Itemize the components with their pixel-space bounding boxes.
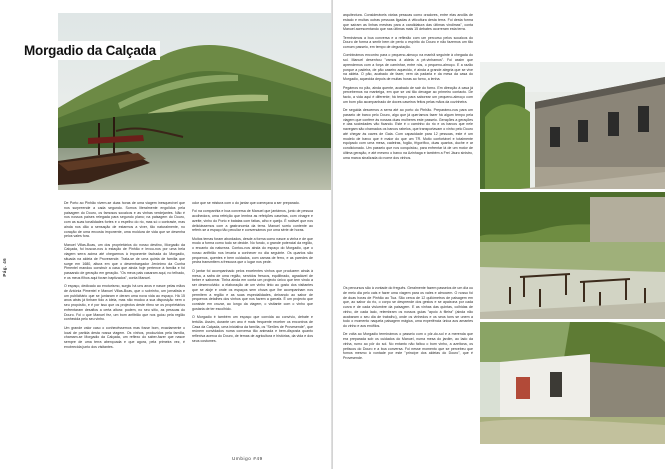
text-column-left-a — [64, 201, 185, 449]
text-column-left-b — [192, 201, 313, 449]
paragraph: Manuel Villas-Boas, um dos proprietários do nosso destino, Morgadio da Calçada, foi buscar-nos à estação de Pinhão e levou-nos por uma bela viagem serra acima até chegarmos à imponente fachada do Morgadio, situada na aldeia de Provesende. Trata-se de uma quinta de família que surge em 1680, altura em que o desembargador Jerónimo da Cunha Pimentel mandou construir a casa que ainda hoje pertence à família e foi passando de geração em geração. "Os meus pais casaram aqui, no telhado, e os meus filhos aqui foram baptizados", conta Manuel. — [64, 242, 185, 280]
paragraph: Combinámos encontro para o pequeno-almoço na manhã seguinte à chegada do sol. Manuel desenhou "vamos à aldeia a pé-vinhamos". Foi assim que aprendemos com a força de caminhar, entre nós, o pequeno-almoço. E a razão porque a padeira, de pão caseiro aquecido, é ainda a grande alegria que se vive na aldeia. O pão, acabado de fazer, vem da padaria e da mesa da casa do Morgadio, aquecida depois de muitas horas ao forno, a lenha. — [343, 53, 473, 82]
paragraph: Pegámos no pão, ainda quente, acabado de sair do forno. Em direcção à casa já percebemos na manteiga, em que se vai tão devagar ao primeiro contacto. De facto, a vida aqui é diferente; há tempo para saborear um pequeno-almoço com um bom pão acompanhado de doces caseiros feitos pelas mãos da cozinheira. — [343, 85, 473, 104]
paragraph: De volta ao Morgadio terminámos o passeio com o pôr-do-sol e a merenda que era preparada sob os cuidados do Manuel, numa mesa do jardim, ao lado da vinha, rumo ao pôr do sol. No entanto não faltou o bom vinho, a azeitona, os petiscos do Douro e a boa conversa. Foi nesse momento que se percebeu que fomos mesmo à vontade por este "princípe dos aldeias do Douro", que é Provesende. — [343, 332, 473, 361]
photo-stone-house — [480, 62, 665, 189]
paragraph: O espaço, dedicado ao enoturismo, surgiu há uns anos e nasce pelas mãos de Antónia Pimentel e Manuel Villas-Boas, que o sobrinho, um jornalista e um publicitário que se juntaram e deram uma nova vida ao espaço. Há 15 anos atrás já tinham tido a ideia, mas não mudou a sua disposição nem o seu propósito, e é por isso que os projectos deste ritmo se os proprietários enfrentaram desafios a certa altura: podem, no seu sítio, as pessoas do Douro. Foi o que Manuel fez, um bom anfitrião que nos guiou pela região conhecida pelo seu vinho. — [64, 284, 185, 322]
paragraph: Muitos temas foram abordados, desde a forma como nasce a vinha e de que modo a forma como tudo se decide. No fundo, o grande potencial da região, o encanto da natureza. Contou-nos ainda do espaço do Morgadio, que o nosso anfitrião nos levaria a conhecer no dia seguinte. Os quartos são pequenos, quentes e bem cuidados, com camas de ferro, e as paredes de pedra transmitem a frescura que o lugar nos pede. — [192, 236, 313, 265]
magazine-footer: Umbigo #49 — [232, 456, 263, 461]
paragraph: Foi na companhia e boa conversa de Manuel que jantámos, junto de pessoa acolhedora, uma refeição que lembra as refeições caseiras, com vinagre e azeite, vinho do Porto e batatas com fatias, alho e queijo. É notável que nos deliciássemos com a gastronomia da terra. Manuel sorriu contente ao referir-se a espaço tão peculiar e conversámos por uma série de horas. — [192, 209, 313, 233]
photo-stone-cottage — [480, 322, 665, 444]
paragraph: odor que se mistura com o do jantar que começava a ser preparado. — [192, 201, 300, 205]
text-column-right-a — [343, 13, 473, 281]
text-column-right-b — [343, 286, 473, 446]
page-number: Pág. 46 — [2, 258, 7, 277]
paragraph: O jantar foi acompanhado pelos excelentes vinhos que produzem ainda à mesa, a safra de uma região, servidos frescos, equilibrado, agradável de beber e saborear. Tinha ainda em conta um projecto único que tem vindo a ser desenvolvido: a elaboração de um vinho tinto ao gosto dos visitantes que se aloje e onde os espaços sem chuva que lhe acompanham nos permitem a região e as suas especialidades, deixando ao sabor de pequenos detalhes dos vinhos que nos fazem a garrafa. É um projecto que consiste em cruzar, ao longo da viagem, o visitante com o vinho que gostaria de ter escolhido. — [192, 268, 313, 311]
photo-garden-tables — [480, 192, 665, 319]
paragraph: De seguida descemos a serra até ao porto do Pinhão. Preparámo-nos para um passeio de barco pelo Douro, algo que já queríamos fazer há algum tempo pela viagem que confere às nossas duas mulheres este passeio. Gerações a gerações e das sociedades vão ficando. Este é o caminho do rio e os barcos que nele navegam são chamados os barcos rabelos, que transportavam o vinho pelo Douro até chegar às caves de Gaia. Com capacidade para 12 pessoas, este é um modelo de barco que é maior do que um TR. Muito confortável e totalmente equipado com uma mesa, cadeiras, fogão, frigorífico, duas quartos, duche e ar condicionado. Um passeio que nos conquistou, para enfrentar lá de um motor de última geração, e até mesmo o barco na Azinhaga e também a Frei Jáuro sinistro, uma marca sinalizada do nome dos vinhos. — [343, 108, 473, 160]
paragraph: De Porto ao Pinhão vivem-se duas horas de uma viagem inesquecível que nos surpreende a cada segundo. Somos literalmente engolidos pela paisagem do Douro, os famosos socalcos e as vinhas verdejantes. Não é nos nossos países relegada para segundo plano; na paisagem do Douro, com as suas tonalidades fortes e o espelho do rio, mas só o contraste, mas ainda nos dão a sensação de estarmos a viver, tão naturalmente, no coração de uma encosta imponente, uma moldura de vida que se desenha pelos vales fora. — [64, 201, 185, 239]
paragraph: Um grande valor caso o conhecêssemos mas fosse bom, exactamente o local de partida desta nossa viagem. Os vinhos, produzidos pela família, chamam-se Morgadio da Calçada, um reflexo do saber-fazer que nasce sempre de uma terra abençoada e que agora, pela primeira vez, é enobrecida junto dos visitantes. — [64, 325, 185, 349]
paragraph: Os percursos são à vontade do freguês. Geralmente fazem passeios de um dia ou de meio dia pelo cais e fazer uma viagem para os vales e almocem. O nosso foi de duas horas de Pinhão ao Tua. São cerca de 12 quilómetros de paisagem em que, ao sabor do rio, o corpo se desprende dos gestos e se apaixona por cada curva e de cada vislumbre da paisagem. E as vinhas das quintas, colhidas de vinho, de cada lado, relembram os nossos guias "apoio à fileira" (ainda não acabaram o seu dia de trabalho), onde os vinhedos e os seus tons se unem a todo o momento naquela paisagem mágica, uma experiência única aos amantes do vinho e aos enófilos. — [343, 286, 473, 328]
paragraph: arquitectura. Consideráveis várias pessoas como oradores, entre elas anciãs de estado e muitas outras pessoas ligadas à viticultura desta terra. Foi desta forma que saíram as linhas mestras para a candidatura das últimas vindimas", conta Manuel acrescentando que nas últimas mais 15 debates ocorreram esta terra. — [343, 13, 473, 32]
right-page — [333, 0, 665, 469]
paragraph: O Morgadio é também um espaço que convida ao convívio, debate e tertúlia. Assim, durante um ano é mais frequente receber os encontros de Casa da Calçada, uma iniciativa da família, os "Serões de Provesende", que reúnem convidados numa conversa tão animada e bem-disposta quanto reflexiva acerca do Douro, de temas de agricultura e histórias, da vida e dos seus costumes. — [192, 315, 313, 343]
article-title: Morgadio da Calçada — [22, 41, 160, 60]
paragraph: Terminámos a boa conversa e a reflexão com um percurso pelos socalcos do Douro de forma a sentir bem de perto o espírito do Douro e não fazemos um tão comum passeio, em tempo de degustação. — [343, 35, 473, 50]
hero-photo — [58, 13, 333, 190]
